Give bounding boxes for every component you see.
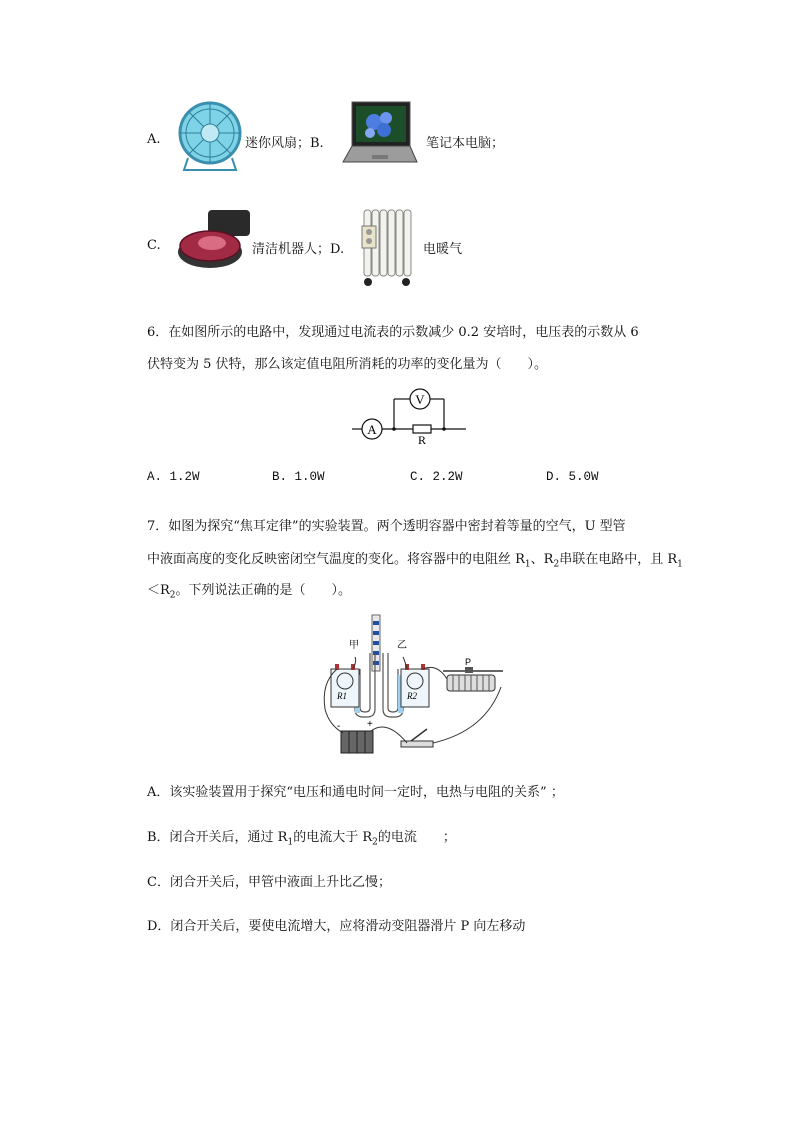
q6-option-a: A. 1.2W xyxy=(147,470,200,484)
q6-line2: 伏特变为 5 伏特，那么该定值电阻所消耗的功率的变化量为（ ）。 xyxy=(147,357,548,372)
q6-option-d: D. 5.0W xyxy=(546,470,599,484)
q6-option-c: C. 2.2W xyxy=(410,470,463,484)
q7-line2: 中液面高度的变化反映密闭空气温度的变化。将容器中的电阻丝 $R_1$、$R_2$串联在电路中，且 $R_1$ xyxy=(147,552,683,570)
r2-label: R2 xyxy=(407,691,417,701)
slider-label: P xyxy=(465,657,472,667)
ammeter-symbol xyxy=(362,419,382,439)
svg-text:+: + xyxy=(367,719,373,730)
voltmeter-symbol xyxy=(410,389,430,409)
fan-icon xyxy=(176,100,244,172)
circuit-diagram xyxy=(348,383,470,445)
q6-option-b: B. 1.0W xyxy=(272,470,325,484)
option-d-text: 电暖气 xyxy=(423,242,463,257)
voltmeter-label: V xyxy=(415,392,425,407)
q7-option-c: C．闭合开关后，甲管中液面上升比乙慢； xyxy=(147,875,391,890)
laptop-icon xyxy=(340,100,418,172)
option-a-label: A. xyxy=(147,132,161,147)
option-b-text: 笔记本电脑； xyxy=(426,136,505,151)
q7-line1: 7．如图为探究“焦耳定律”的实验装置。两个透明容器中密封着等量的空气，U 型管 xyxy=(147,519,626,534)
r1-label: R1 xyxy=(337,691,347,701)
option-c-label: C. xyxy=(147,238,161,253)
q6-line1: 6．在如图所示的电路中，发现通过电流表的示数减少 0.2 安培时，电压表的示数从 6 xyxy=(147,325,639,340)
resistor-label: R xyxy=(417,433,427,445)
q7-option-b: B．闭合开关后，通过 $R_1$的电流大于 $R_2$的电流 ； xyxy=(147,830,456,848)
joule-apparatus-diagram xyxy=(315,613,520,763)
q7-line3: $<R_2$。下列说法正确的是（ ）。 xyxy=(147,583,352,601)
q7-option-d: D．闭合开关后，要使电流增大，应将滑动变阻器滑片 P 向左移动 xyxy=(147,919,526,934)
option-a-text: 迷你风扇；B. xyxy=(245,136,324,151)
svg-text:-: - xyxy=(337,721,341,732)
tube-label-left: 甲 xyxy=(349,640,359,651)
robot-vacuum-icon xyxy=(174,206,254,276)
tube-label-right: 乙 xyxy=(397,640,407,651)
heater-icon xyxy=(358,204,416,288)
q7-option-a: A．该实验装置用于探究“电压和通电时间一定时，电热与电阻的关系” ； xyxy=(147,785,564,800)
option-c-text: 清洁机器人；D. xyxy=(252,242,345,257)
ammeter-label: A xyxy=(367,422,377,437)
